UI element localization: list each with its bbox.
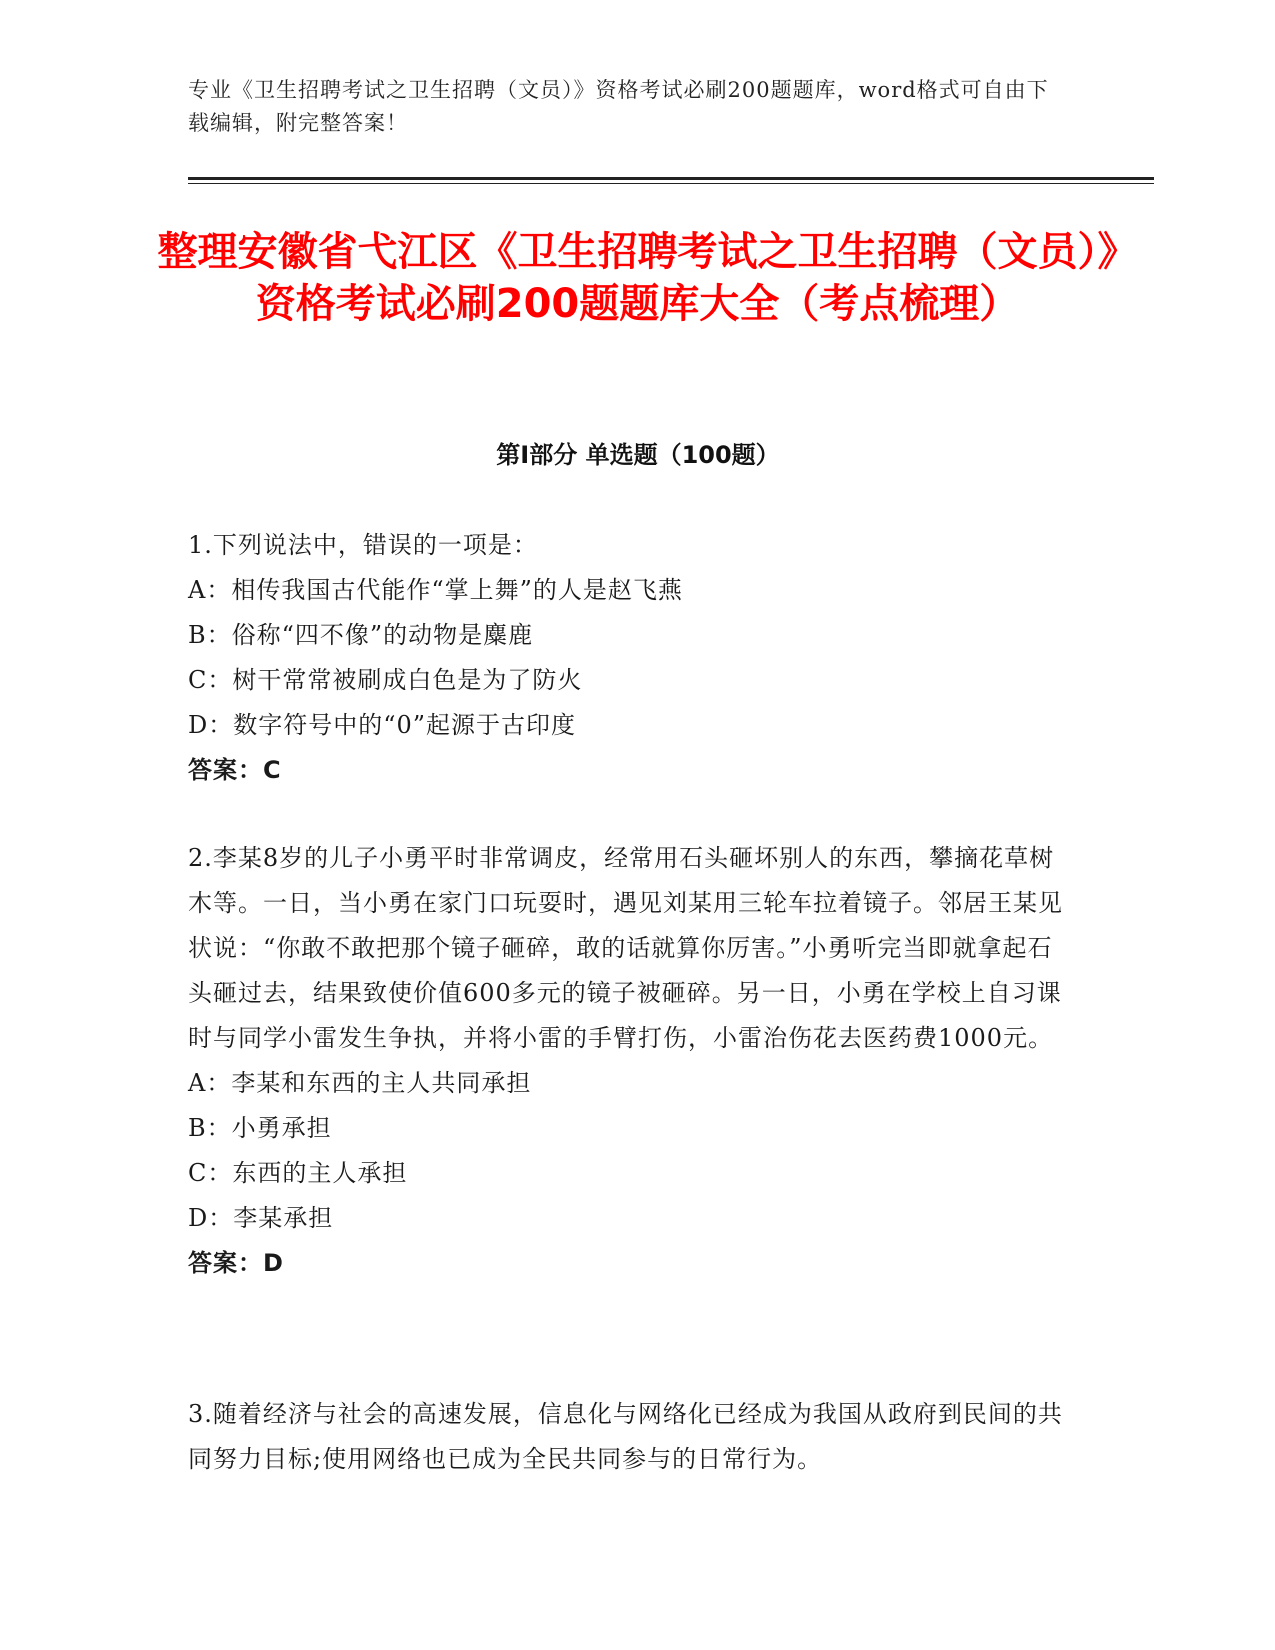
header-divider-thin (188, 183, 1154, 184)
question-2 (188, 836, 1068, 1286)
section-heading: 第I部分 单选题（100题） (496, 441, 780, 469)
header-note: 专业《卫生招聘考试之卫生招聘（文员）》资格考试必刷200题题库，word格式可自由下载编辑，附完整答案！ (188, 78, 1049, 135)
header-divider-thick (188, 177, 1154, 180)
question-stem: 1.下列说法中，错误的一项是： (188, 531, 538, 559)
option-c: C：树干常常被刷成白色是为了防火 (188, 666, 583, 694)
option-a: A：相传我国古代能作“掌上舞”的人是赵飞燕 (188, 576, 683, 604)
option-c: C：东西的主人承担 (188, 1159, 408, 1187)
option-b: B：俗称“四不像”的动物是麋鹿 (188, 621, 534, 649)
question-stem: 3.随着经济与社会的高速发展，信息化与网络化已经成为我国从政府到民间的共同努力目标;使用网络也已成为全民共同参与的日常行为。 (188, 1400, 1063, 1473)
option-d: D：数字符号中的“0”起源于古印度 (188, 711, 577, 739)
question-3 (188, 1392, 1068, 1482)
option-d: D：李某承担 (188, 1204, 334, 1232)
document-title: 整理安徽省弋江区《卫生招聘考试之卫生招聘（文员）》资格考试必刷200题题库大全（考点梳理） (157, 229, 1118, 327)
answer: 答案：C (188, 756, 282, 784)
option-a: A：李某和东西的主人共同承担 (188, 1069, 532, 1097)
question-stem: 2.李某8岁的儿子小勇平时非常调皮，经常用石头砸坏别人的东西，攀摘花草树木等。一日，当小勇在家门口玩耍时，遇见刘某用三轮车拉着镜子。邻居王某见状说：“你敢不敢把那个镜子砸碎，敢的话就算你厉害。”小勇听完当即就拿起石头砸过去，结果致使价值600多元的镜子被砸碎。另一日，小勇在学校上自习课时与同学小雷发生争执，并将小雷的手臂打伤，小雷治伤花去医药费1000元。 (188, 844, 1063, 1052)
option-b: B：小勇承担 (188, 1114, 332, 1142)
question-1 (188, 523, 1068, 793)
answer: 答案：D (188, 1249, 284, 1277)
